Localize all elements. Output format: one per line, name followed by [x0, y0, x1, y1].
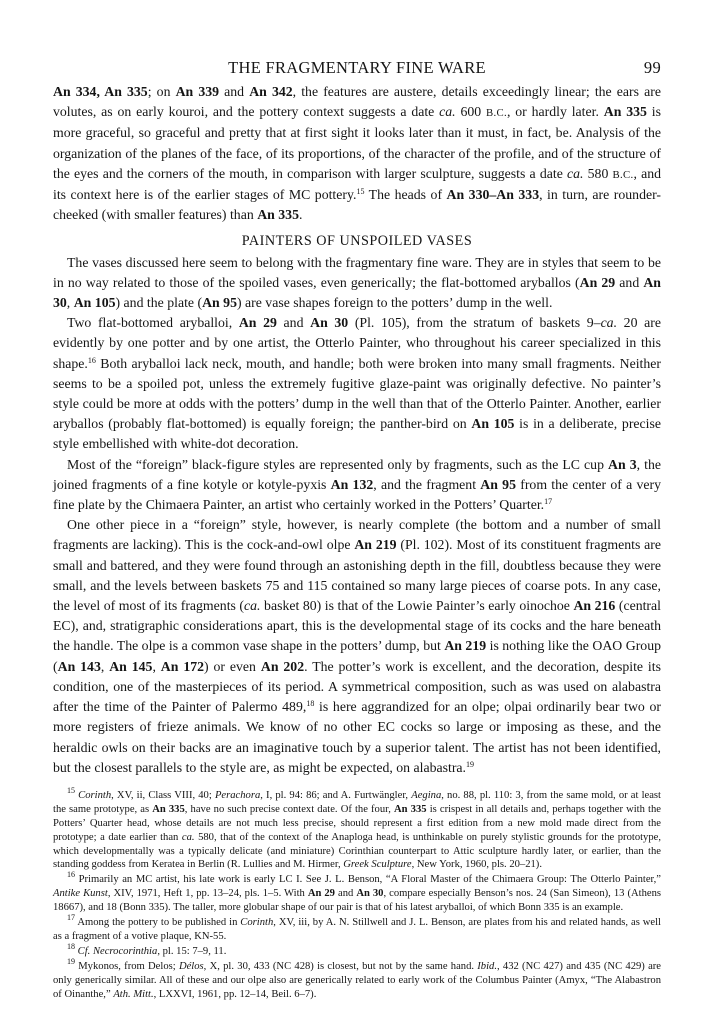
footnote-marker[interactable]: 18	[306, 699, 315, 709]
footnote-marker[interactable]: 17	[544, 497, 553, 507]
catalog-ref: An 105	[471, 416, 515, 432]
footnote-number: 15	[67, 785, 75, 795]
text-span: 20 are evidently by one potter and by one artist, the Otterlo Painter, who throughout his career specialized in this shape.	[53, 315, 661, 371]
paragraph	[53, 455, 661, 516]
text-span: ,	[100, 658, 110, 674]
text-span: The vases discussed here seem to belong with the fragmentary fine ware. They are in styles that seem to be in no way related to those of the spoiled vases, even generically; the flat-bottomed aryballos (	[53, 254, 661, 290]
text-span: ) are vase shapes foreign to the potters’ dump in the well.	[236, 295, 553, 311]
footnote-17	[53, 913, 661, 944]
footnote-number: 17	[67, 913, 75, 923]
catalog-ref: An 216	[573, 598, 616, 614]
catalog-ref: An 30	[53, 274, 661, 311]
footnote-number: 19	[67, 956, 75, 966]
italic-text: Ibid.	[477, 960, 497, 972]
text-span: basket 80) is that of the Lowie Painter’s early oinochoe	[260, 598, 574, 614]
italic-text: Délos	[178, 960, 204, 972]
text-span: , and the fragment	[373, 476, 481, 492]
catalog-ref: An 29	[238, 315, 277, 331]
paragraph	[53, 253, 661, 314]
text-span: Most of the “foreign” black-figure styles are represented only by fragments, such as the LC cup	[67, 456, 609, 472]
italic-text: Corinth	[78, 789, 112, 801]
italic-text: Cf. Necrocorinthia	[77, 945, 158, 957]
text-span: , I, pl. 94: 86; and A. Furtwängler,	[260, 789, 412, 801]
paragraph	[53, 313, 661, 454]
footnotes	[53, 785, 662, 1002]
text-span: and	[276, 315, 311, 331]
paragraph-intro	[53, 82, 661, 225]
italic-text: ca.	[600, 315, 618, 331]
italic-text: ca.	[567, 165, 584, 181]
footnote-15	[53, 785, 662, 872]
text-span: and	[615, 274, 644, 290]
text-span: and	[219, 84, 250, 99]
text-span: , pl. 15: 7–9, 11.	[157, 945, 227, 957]
footnote-18	[53, 941, 661, 959]
text-span: ) or even	[204, 658, 261, 674]
text-span: The heads of	[364, 187, 447, 203]
footnote-marker[interactable]: 19	[466, 759, 474, 769]
text-span: , XV, iii, by A. N. Stillwell and J. L. Benson, are plates from his and related hands, as well as a fragment of a votive plaque, KN-55.	[53, 917, 661, 942]
catalog-ref: An 143	[57, 658, 101, 674]
italic-text: Greek Sculpture	[343, 859, 412, 871]
text-span: is nothing like the OAO Group (	[53, 638, 661, 674]
text-span: ,	[152, 658, 161, 674]
text-span: is more graceful, so graceful and pretty that at first sight it looks later than it must, in fact, be. Analysis of the organization of the planes of the face, of its proportions, of the character of the profile, and of the structure of the eyes and the corners of the mouth, in comparison with larger sculpture, suggests a date	[53, 104, 662, 181]
text-span: , LXXVI, 1961, pp. 12–14, Beil. 6–7).	[153, 988, 317, 1000]
page-number: 99	[643, 58, 661, 77]
catalog-ref: An 330–An 333	[446, 187, 540, 203]
text-span: Both aryballoi lack neck, mouth, and handle; both were broken into many small fragments. Neither seems to be a spoiled pot, unless the extremely fugitive glaze-paint was originally defective. No painter’s style could be more at odds with the potters’ dump in the well than that of the Otterlo Painter. Another, earlier aryballos (probably flat-bottomed) is equally foreign; the panther-bird on	[53, 355, 661, 432]
text-span: , or hardly later.	[506, 104, 604, 120]
italic-text: Ath. Mitt.	[113, 988, 154, 1000]
body-text	[53, 82, 661, 778]
catalog-ref: An 95	[202, 295, 237, 311]
section-heading: PAINTERS OF UNSPOILED VASES	[241, 233, 473, 250]
catalog-ref: An 105	[73, 295, 116, 311]
text-span: , in turn, are rounder-cheeked (with smaller features) than	[53, 187, 661, 223]
catalog-ref: An 339	[175, 84, 220, 99]
text-span: , X, pl. 30, 433 (NC 428) is closest, but not by the same hand.	[203, 960, 478, 972]
footnote-marker[interactable]: 15	[356, 187, 365, 197]
catalog-ref: An 335	[257, 207, 299, 223]
text-span: Mykonos, from Delos;	[75, 960, 179, 972]
catalog-ref: An 145	[109, 658, 153, 674]
italic-text: Antike Kunst	[53, 888, 108, 900]
italic-text: ca.	[439, 104, 456, 120]
text-span: 580, that of the context of the Anaploga head, is unthinkable on purely stylistic grounds for the prototype, which developmentally was a typically delicate (and miniature) Corinthian counterpart to Attic sculpture hardly later, or earlier, than the standing goddess from Keratea in Berlin (R. Lullies and M. Hirmer,	[53, 831, 661, 871]
small-caps-text: B.C.	[612, 168, 634, 181]
text-span: , the joined fragments of a fine kotyle or kotyle-pyxis	[53, 456, 661, 492]
text-span: and	[334, 888, 357, 900]
text-span: , New York, 1960, pls. 20–21).	[411, 859, 542, 871]
catalog-ref: An 172	[160, 658, 205, 674]
text-span: 600	[455, 104, 487, 120]
text-span: , have no such precise context date. Of the four,	[184, 803, 395, 815]
catalog-ref: An 29	[307, 888, 335, 900]
catalog-ref: An 29	[579, 274, 616, 290]
catalog-ref: An 30	[310, 315, 349, 331]
text-span: , and its context here is of the earlier stages of MC pottery.	[53, 165, 661, 203]
text-span: ) and the plate (	[115, 295, 203, 311]
text-span: , XV, ii, Class VIII, 40;	[111, 789, 215, 801]
catalog-ref: An 219	[354, 537, 397, 553]
text-span: is here aggrandized for an olpe; olpai ordinarily bear two or more registers of frieze animals. We know of no other EC cocks so large or imposing as these, and the heraldic owls on their backs are an imaginative touch by a superior talent. The artist has not been identified, but the closest parallels to the style are, as might be expected, on alabastra.	[53, 699, 661, 775]
catalog-ref: An 334, An 335	[53, 84, 148, 99]
footnote-number: 16	[67, 870, 75, 880]
text-span: , compare especially Benson’s nos. 24 (San Simeon), 13 (Athens 18667), and 18 (Bonn 335). The taller, more globular shape of our pair is that of his latest aryballoi, of which Bonn 335 is an example.	[53, 888, 661, 914]
footnote-16	[53, 870, 661, 915]
text-span: ,	[66, 295, 74, 311]
text-span: Two flat-bottomed aryballoi,	[67, 315, 239, 331]
italic-text: ca.	[244, 598, 261, 614]
catalog-ref: An 30	[356, 888, 384, 900]
text-span: (central EC), and, stratigraphic considerations apart, this is the developmental stage of its cocks and the hare beneath the handle. The olpe is a common vase shape in the potters’ dump, but	[53, 598, 661, 654]
text-span: , XIV, 1971, Heft 1, pp. 13–24, pls. 1–5. With	[107, 888, 308, 900]
small-caps-text: B.C.	[486, 107, 507, 120]
text-span: is crispest in all details and, perhaps together with the Potters’ Quarter head, whose details are not much less precise, should represent a first edition from a new mold made direct from the prototype; a date earlier than	[53, 803, 661, 843]
catalog-ref: An 335	[394, 803, 427, 815]
text-span: .	[298, 207, 303, 223]
italic-text: ca.	[181, 831, 195, 843]
paragraph	[53, 515, 661, 778]
catalog-ref: An 3	[608, 456, 637, 472]
text-span: (Pl. 105), from the stratum of baskets 9–	[348, 315, 601, 331]
text-span: Primarily an MC artist, his late work is early LC I. See J. L. Benson, “A Floral Master of the Chimaera Group: The Otterlo Painter,”	[75, 874, 661, 886]
text-span: One other piece in a “foreign” style, however, is nearly complete (the bottom and a number of small fragments are lacking). This is the cock-and-owl olpe	[53, 517, 661, 553]
footnote-19	[53, 956, 662, 1002]
text-span: , 432 (NC 427) and 435 (NC 429) are only generically similar. All of these and our olpe also are generically related to early work of the Columbus Painter (Amyx, “The Alabastron of Oinanthe,”	[53, 960, 662, 1000]
italic-text: Perachora	[214, 789, 261, 801]
text-span: , the features are austere, details exceedingly linear; the ears are volutes, as on early kouroi, and the pottery context suggests a date	[53, 84, 661, 120]
catalog-ref: An 202	[260, 658, 305, 674]
running-head-title: THE FRAGMENTARY FINE WARE	[228, 58, 486, 77]
italic-text: Aegina	[411, 789, 442, 801]
catalog-ref: An 219	[444, 638, 487, 654]
catalog-ref: An 132	[330, 476, 374, 492]
catalog-ref: An 335	[152, 803, 185, 815]
text-span: ; on	[147, 84, 176, 99]
running-head	[53, 58, 661, 82]
text-span: (Pl. 102). Most of its constituent fragments are small and battered, and they were found through an astonishing depth in the fill, doubtless because they were small, and the levels between baskets 75 and 115 contained so many large pieces of coarse pots. In any case, the level of most of its fragments (	[53, 537, 661, 614]
catalog-ref: An 335	[603, 104, 647, 120]
catalog-ref: An 342	[249, 84, 293, 99]
text-span: is in a deliberate, precise style embellished with white-dot decoration.	[53, 416, 661, 452]
catalog-ref: An 95	[480, 476, 516, 492]
text-span: 580	[583, 165, 613, 181]
text-span: from the center of a very fine plate by the Chimaera Painter, an artist who certainly worked in the Potters’ Quarter.	[53, 476, 661, 513]
footnote-marker[interactable]: 16	[87, 355, 96, 365]
italic-text: Corinth	[240, 917, 274, 929]
book-page	[53, 58, 661, 1003]
text-span: . The potter’s work is excellent, and the decoration, despite its condition, one of the masterpieces of its period. A symmetrical composition, such as was used on alabastra after the time of the Painter of Palermo 489,	[53, 658, 661, 715]
text-span: , no. 88, pl. 110: 3, from the same mold, or at least the same prototype, as	[53, 789, 662, 815]
text-span: Among the pottery to be published in	[75, 917, 241, 929]
footnote-number: 18	[67, 941, 75, 951]
